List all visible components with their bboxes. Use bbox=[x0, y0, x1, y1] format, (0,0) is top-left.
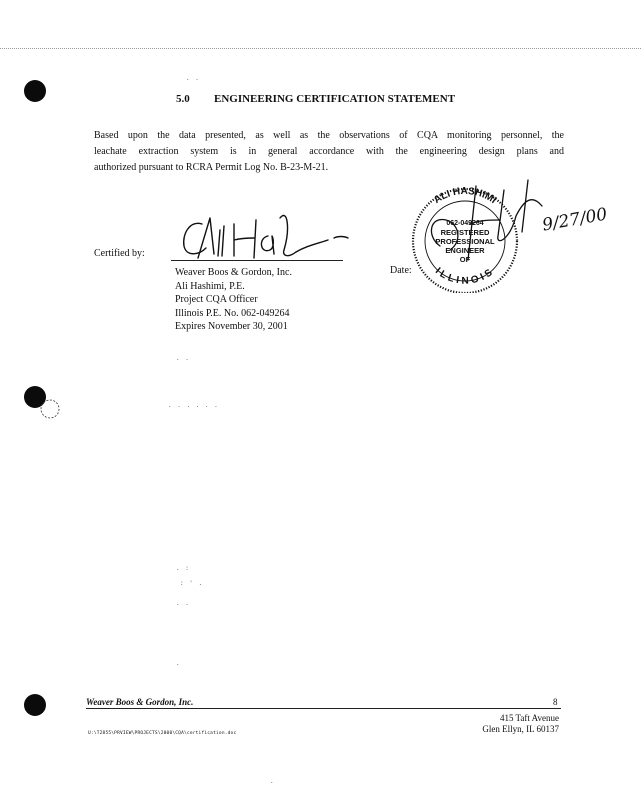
seal-overlay-signature bbox=[420, 176, 550, 266]
signature-line bbox=[171, 260, 343, 261]
date-label: Date: bbox=[390, 265, 412, 276]
scan-speck: : ' . bbox=[180, 580, 204, 587]
certified-by-label: Certified by: bbox=[94, 248, 145, 259]
signatory-license: Illinois P.E. No. 062-049264 bbox=[175, 307, 290, 319]
punch-hole-top bbox=[24, 80, 46, 102]
paragraph-line: authorized pursuant to RCRA Permit Log No. B-23-M-21. bbox=[94, 162, 329, 173]
section-number: 5.0 bbox=[176, 93, 190, 105]
footer-company: Weaver Boos & Gordon, Inc. bbox=[86, 697, 194, 707]
paragraph-line: Based upon the data presented, as well as the observations of CQA monitoring personnel, the bbox=[94, 130, 564, 141]
punch-hole-partial-outline bbox=[36, 395, 66, 425]
signatory-company: Weaver Boos & Gordon, Inc. bbox=[175, 267, 292, 278]
handwritten-signature bbox=[176, 200, 356, 262]
punch-hole-bottom bbox=[24, 694, 46, 716]
seal-state: ILLINOIS bbox=[432, 265, 498, 287]
address-line-city: Glen Ellyn, IL 60137 bbox=[482, 724, 559, 734]
file-path: U:\T2855\PRVIEW\PROJECTS\2000\CQA\certification.doc bbox=[88, 731, 237, 736]
seal-line-of: OF bbox=[459, 255, 471, 264]
scan-speck: . bbox=[176, 660, 181, 667]
signatory-title: Project CQA Officer bbox=[175, 294, 258, 305]
section-heading bbox=[176, 93, 455, 105]
seal-line-professional: PROFESSIONAL bbox=[435, 237, 495, 246]
scan-speck: . . bbox=[186, 75, 200, 82]
section-title: ENGINEERING CERTIFICATION STATEMENT bbox=[214, 93, 456, 105]
paragraph-line: leachate extraction system is in general accordance with the engineering design plans and bbox=[94, 146, 564, 157]
seal-line-engineer: ENGINEER bbox=[445, 246, 485, 255]
signatory-expiration: Expires November 30, 2001 bbox=[175, 321, 288, 332]
signatory-block bbox=[175, 266, 292, 334]
footer-address bbox=[482, 713, 559, 735]
footer-rule bbox=[86, 708, 561, 709]
scan-speck: . bbox=[270, 778, 275, 785]
seal-number: 062-049264 bbox=[446, 220, 484, 227]
certification-paragraph bbox=[94, 128, 564, 176]
page-number: 8 bbox=[553, 697, 558, 707]
seal-line-registered: REGISTERED bbox=[440, 228, 490, 237]
scan-speck: . . bbox=[176, 355, 190, 362]
scan-speck: . : bbox=[176, 565, 190, 572]
seal-name: ALI HASHIMI bbox=[432, 185, 499, 207]
handwritten-date: 9/27/00 bbox=[540, 204, 609, 236]
scan-speck: . . bbox=[176, 600, 190, 607]
top-edge-dots bbox=[0, 48, 641, 49]
address-line-street: 415 Taft Avenue bbox=[499, 713, 559, 723]
scan-speck: . . . . . . bbox=[168, 402, 219, 409]
signatory-name: Ali Hashimi, P.E. bbox=[175, 280, 245, 292]
